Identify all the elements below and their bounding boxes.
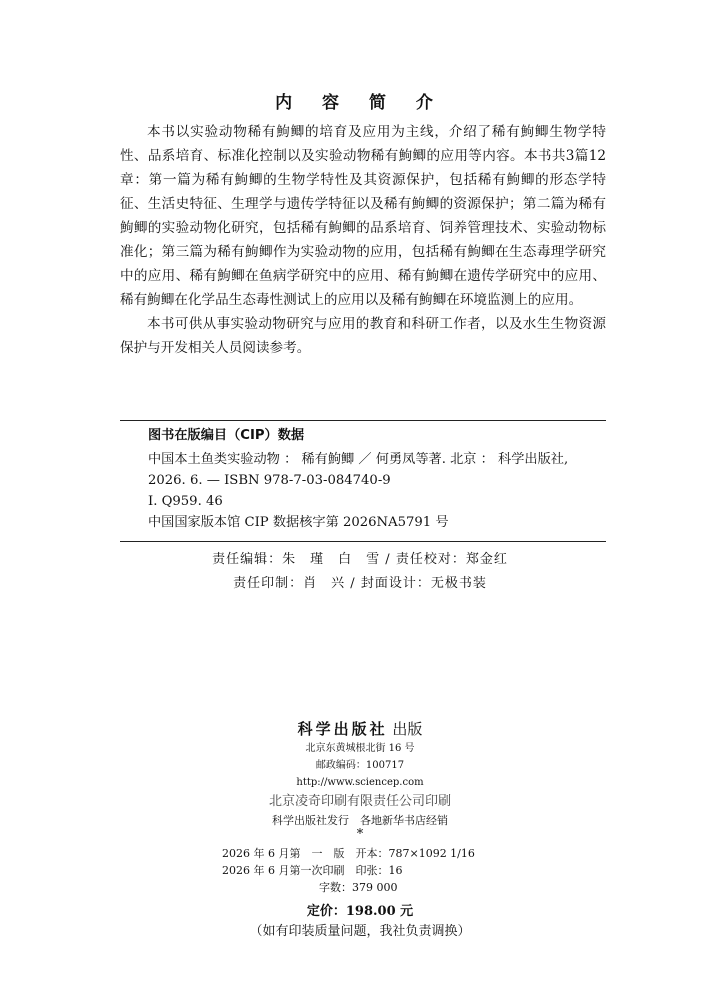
word-count: 字数：379 000 (319, 881, 398, 894)
cip-line-record-number: 中国国家版本馆 CIP 数据核字第 2026NA5791 号 (148, 515, 449, 530)
publisher-line (0, 718, 720, 740)
publisher-block (0, 718, 720, 841)
publisher-address: 北京东黄城根北街 16 号 (305, 743, 415, 754)
cip-line-isbn: 2026. 6. — ISBN 978-7-03-084740-9 (148, 473, 391, 488)
intro-paragraph-2: 本书可供从事实验动物研究与应用的教育和科研工作者，以及水生生物资源保护与开发相关人员阅读参考。 (120, 316, 606, 356)
publisher-name-logo: 科学出版社 (297, 720, 388, 738)
cip-heading: 图书在版编目（CIP）数据 (148, 428, 305, 443)
publisher-postcode: 邮政编码：100717 (315, 760, 405, 771)
quality-notice: （如有印装质量问题，我社负责调换） (249, 924, 471, 939)
publisher-suffix: 出版 (387, 720, 423, 738)
intro-paragraph-1: 本书以实验动物稀有鮈鲫的培育及应用为主线，介绍了稀有鮈鲫生物学特性、品系培育、标准化控制以及实验动物稀有鮈鲫的应用等内容。本书共3篇12章：第一篇为稀有鮈鲫的生物学特性及其资源保护，包括稀有鮈鲫的形态学特征、生活史特征、生理学与遗传学特征以及稀有鮈鲫的资源保护；第二篇为稀有鮈鲫的实验动物化研究，包括稀有鮈鲫的品系培育、饲养管理技术、实验动物标准化；第三篇为稀有鮈鲫作为实验动物的应用，包括稀有鮈鲫在生态毒理学研究中的应用、稀有鮈鲫在鱼病学研究中的应用、稀有鮈鲫在遗传学研究中的应用、稀有鮈鲫在化学品生态毒性测试上的应用以及稀有鮈鲫在环境监测上的应用。 (120, 124, 606, 308)
editor-credits (0, 548, 720, 596)
printer-line: 北京凌奇印刷有限责任公司印刷 (268, 794, 451, 809)
publisher-url: http://www.sciencep.com (296, 777, 424, 788)
cip-line-title: 中国本土鱼类实验动物 ： 稀有鮈鲫 ／ 何勇凤等著. 北京 ： 科学出版社, (148, 452, 569, 467)
cip-block (148, 425, 608, 533)
editor-line-1: 责任编辑：朱 瑾 白 雪 / 责任校对：郑金红 (212, 552, 508, 567)
cip-bottom-rule (120, 541, 606, 542)
cip-top-rule (120, 420, 606, 421)
price: 定价：198.00 元 (306, 904, 414, 919)
distribution-line: 科学出版社发行 各地新华书店经销 (272, 814, 448, 827)
editor-line-2: 责任印制：肖 兴 / 封面设计：无极书装 (233, 576, 487, 591)
edition-line-1: 2026 年 6 月第 一 版 开本：787×1092 1/16 (222, 847, 475, 860)
book-introduction (120, 120, 606, 360)
separator-star: * (356, 827, 364, 842)
page-title: 内 容 简 介 (275, 93, 445, 113)
edition-line-2: 2026 年 6 月第一次印刷 印张：16 (222, 864, 403, 877)
cip-line-classification: Ⅰ. Q959. 46 (148, 494, 223, 509)
edition-info (222, 845, 475, 896)
